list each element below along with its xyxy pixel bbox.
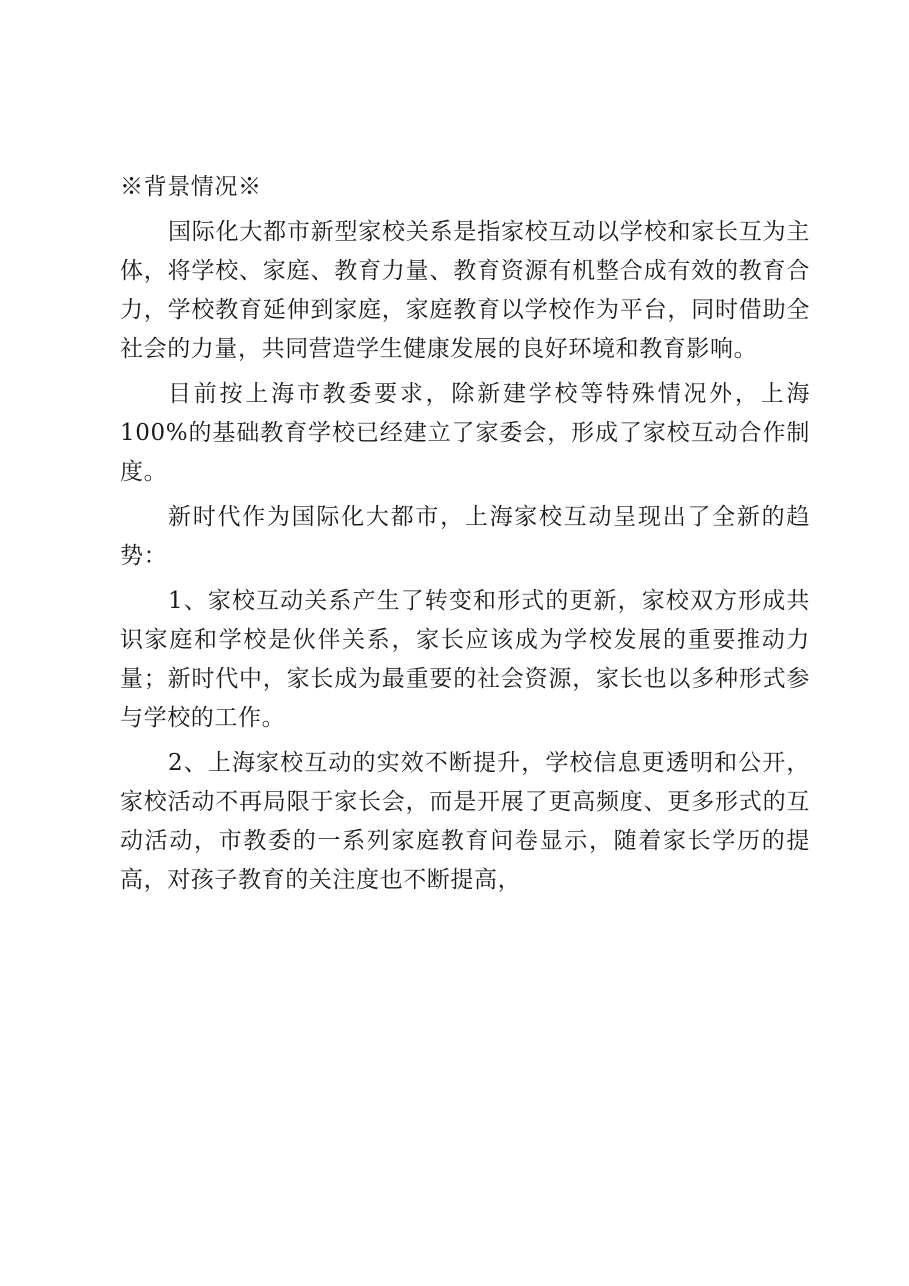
document-body: [120, 168, 810, 900]
paragraph-trend-2: 2、上海家校互动的实效不断提升，学校信息更透明和公开，家校活动不再局限于家长会，而是开展了更高频度、更多形式的互动活动，市教委的一系列家庭教育问卷显示，随着家长学历的提高，对孩子教育的关注度也不断提高，: [120, 750, 810, 893]
paragraph-trend-1: 1、家校互动关系产生了转变和形式的更新，家校双方形成共识家庭和学校是伙伴关系，家长应该成为学校发展的重要推动力量；新时代中，家长成为最重要的社会资源，家长也以多种形式参与学校的工作。: [120, 588, 810, 731]
paragraph-current-status: 目前按上海市教委要求，除新建学校等特殊情况外，上海100%的基础教育学校已经建立了家委会，形成了家校互动合作制度。: [120, 381, 810, 485]
paragraph-background: 国际化大都市新型家校关系是指家校互动以学校和家长互为主体，将学校、家庭、教育力量、教育资源有机整合成有效的教育合力，学校教育延伸到家庭，家庭教育以学校作为平台，同时借助全社会的力量，共同营造学生健康发展的良好环境和教育影响。: [120, 219, 810, 362]
paragraph-trends-intro: 新时代作为国际化大都市，上海家校互动呈现出了全新的趋势：: [120, 504, 810, 569]
section-heading: ※背景情况※: [120, 174, 262, 200]
